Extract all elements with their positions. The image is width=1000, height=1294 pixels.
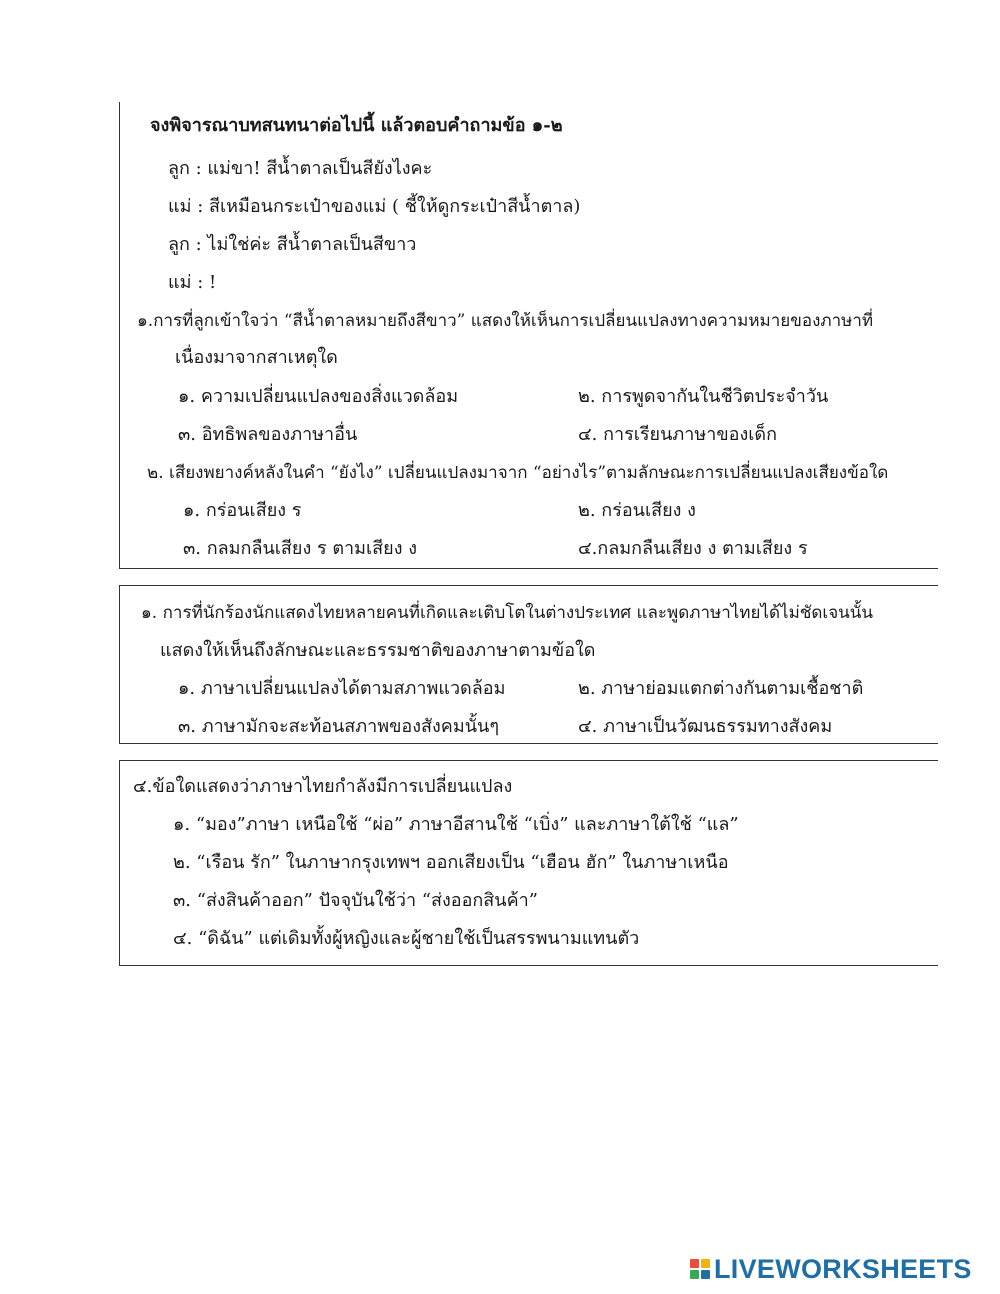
section-instruction: จงพิจารณาบทสนทนาต่อไปนี้ แล้วตอบคำถามข้อ ๑-๒ bbox=[150, 115, 563, 136]
q1-option-3[interactable]: ๓. อิทธิพลของภาษาอื่น bbox=[178, 424, 358, 445]
q1-option-4[interactable]: ๔. การเรียนภาษาของเด็ก bbox=[578, 424, 778, 445]
q2-option-2[interactable]: ๒. กร่อนเสียง ง bbox=[578, 500, 696, 521]
question-1-text-cont: เนื่องมาจากสาเหตุใด bbox=[175, 347, 338, 368]
liveworksheets-logo bbox=[690, 1253, 972, 1285]
question-3-text-cont: แสดงให้เห็นถึงลักษณะและธรรมชาติของภาษาตามข้อใด bbox=[160, 640, 596, 661]
question-3-text: ๑. การที่นักร้องนักแสดงไทยหลายคนที่เกิดและเติบโตในต่างประเทศ และพูดภาษาไทยได้ไม่ชัดเจนนั้น bbox=[141, 603, 874, 623]
q3-option-2[interactable]: ๒. ภาษาย่อมแตกต่างกันตามเชื้อชาติ bbox=[578, 678, 864, 699]
q1-option-2[interactable]: ๒. การพูดจากันในชีวิตประจำวัน bbox=[578, 386, 829, 407]
dialogue-line: แม่ : ! bbox=[168, 272, 217, 293]
q1-option-1[interactable]: ๑. ความเปลี่ยนแปลงของสิ่งแวดล้อม bbox=[178, 386, 459, 407]
q2-option-1[interactable]: ๑. กร่อนเสียง ร bbox=[183, 500, 302, 521]
question-1-text: ๑.การที่ลูกเข้าใจว่า “สีน้ำตาลหมายถึงสีขาว” แสดงให้เห็นการเปลี่ยนแปลงทางความหมายของภาษาที่ bbox=[137, 311, 874, 331]
q3-option-3[interactable]: ๓. ภาษามักจะสะท้อนสภาพของสังคมนั้นๆ bbox=[178, 716, 499, 737]
logo-square bbox=[701, 1270, 710, 1279]
logo-square bbox=[690, 1259, 699, 1268]
q3-option-1[interactable]: ๑. ภาษาเปลี่ยนแปลงได้ตามสภาพแวดล้อม bbox=[178, 678, 506, 699]
dialogue-line: แม่ : สีเหมือนกระเป๋าของแม่ ( ชี้ให้ดูกระเป๋าสีน้ำตาล) bbox=[168, 196, 581, 217]
q4-option-3[interactable]: ๓. “ส่งสินค้าออก” ปัจจุบันใช้ว่า “ส่งออกสินค้า” bbox=[173, 890, 538, 911]
q4-option-1[interactable]: ๑. “มอง”ภาษา เหนือใช้ “ผ่อ” ภาษาอีสานใช้ “เบิ่ง” และภาษาใต้ใช้ “แล” bbox=[173, 814, 739, 835]
q4-option-2[interactable]: ๒. “เรือน รัก” ในภาษากรุงเทพฯ ออกเสียงเป็น “เฮือน ฮัก” ในภาษาเหนือ bbox=[173, 852, 729, 873]
logo-square bbox=[701, 1259, 710, 1268]
logo-square bbox=[690, 1270, 699, 1279]
q4-option-4[interactable]: ๔. “ดิฉัน” แต่เดิมทั้งผู้หญิงและผู้ชายใช้เป็นสรรพนามแทนตัว bbox=[173, 928, 640, 949]
q2-option-3[interactable]: ๓. กลมกลืนเสียง ร ตามเสียง ง bbox=[183, 538, 418, 559]
q3-option-4[interactable]: ๔. ภาษาเป็นวัฒนธรรมทางสังคม bbox=[578, 716, 833, 737]
dialogue-line: ลูก : ไม่ใช่ค่ะ สีน้ำตาลเป็นสีขาว bbox=[168, 234, 417, 255]
question-4-text: ๔.ข้อใดแสดงว่าภาษาไทยกำลังมีการเปลี่ยนแปลง bbox=[133, 776, 513, 797]
logo-text: LIVEWORKSHEETS bbox=[714, 1253, 972, 1284]
liveworksheets-grid-icon bbox=[690, 1259, 710, 1279]
q2-option-4[interactable]: ๔.กลมกลืนเสียง ง ตามเสียง ร bbox=[578, 538, 808, 559]
question-2-text: ๒. เสียงพยางค์หลังในคำ “ยังไง” เปลี่ยนแปลงมาจาก “อย่างไร”ตามลักษณะการเปลี่ยนแปลงเสียงข้อใด bbox=[147, 463, 889, 483]
dialogue-line: ลูก : แม่ขา! สีน้ำตาลเป็นสียังไงคะ bbox=[168, 158, 433, 179]
